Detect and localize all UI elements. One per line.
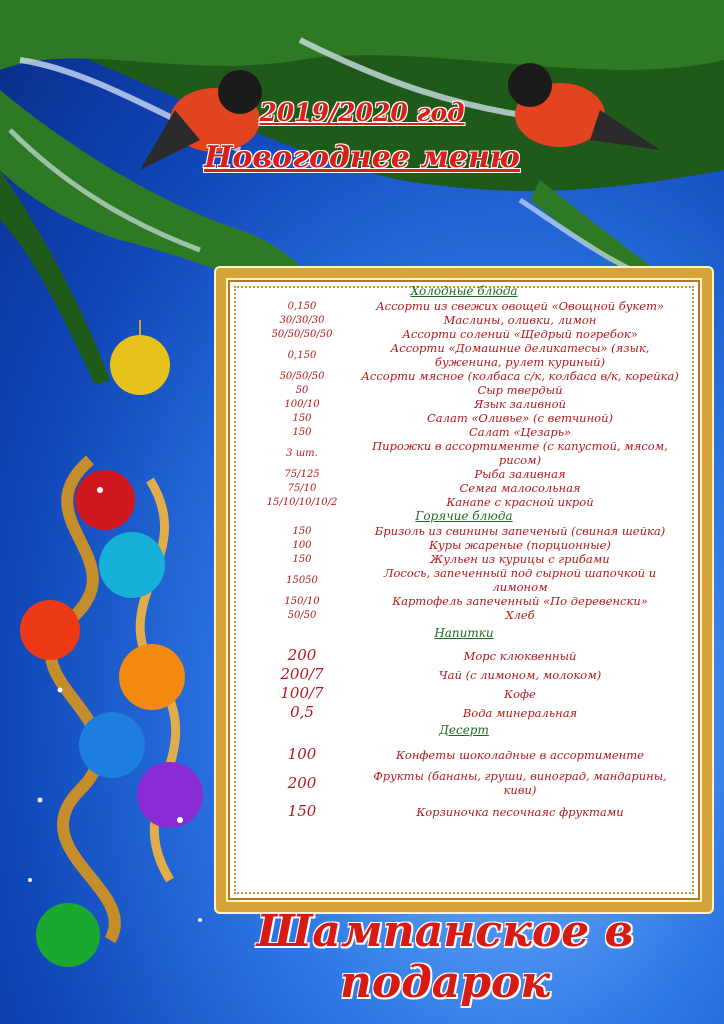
menu-item xyxy=(246,397,682,411)
menu-item-name: Пирожки в ассортименте (с капустой, мясом, рисом) xyxy=(372,439,668,467)
menu-item xyxy=(246,299,682,313)
menu-item-quantity: 50/50 xyxy=(287,609,317,621)
menu-item-quantity: 200/7 xyxy=(280,665,324,683)
menu-item-name: Салат «Оливье» (с ветчиной) xyxy=(427,411,613,425)
menu-item xyxy=(246,383,682,397)
menu-item-quantity: 150 xyxy=(292,553,312,565)
menu-item xyxy=(246,608,682,622)
menu-item-name: Маслины, оливки, лимон xyxy=(443,313,597,327)
section-heading-hot: Горячие блюда xyxy=(415,509,513,523)
menu-item-quantity: 100/10 xyxy=(284,398,320,410)
menu-list xyxy=(246,284,682,826)
menu-item xyxy=(246,327,682,341)
menu-item-name: Ассорти из свежих овощей «Овощной букет» xyxy=(375,299,665,313)
menu-item-name: Кофе xyxy=(504,686,536,701)
menu-item-quantity: 50/50/50/50 xyxy=(271,328,333,340)
menu-item xyxy=(246,411,682,425)
menu-item xyxy=(246,524,682,538)
menu-item-quantity: 50/50/50 xyxy=(279,370,325,382)
menu-item-name: Салат «Цезарь» xyxy=(468,425,572,439)
menu-item-quantity: 0,150 xyxy=(287,349,317,361)
menu-item xyxy=(246,552,682,566)
menu-item-quantity: 50 xyxy=(295,384,309,396)
menu-item-name: Бризоль из свинины запеченый (свиная шейка) xyxy=(374,524,666,538)
menu-item xyxy=(246,647,682,664)
menu-item-name: Ассорти мясное (колбаса с/к, колбаса в/к, корейка) xyxy=(361,369,679,383)
menu-item xyxy=(246,425,682,439)
menu-item xyxy=(246,685,682,702)
menu-item-quantity: 150 xyxy=(292,412,312,424)
menu-item-quantity: 100 xyxy=(287,745,317,763)
menu-item-name: Корзиночка песочнаяс фруктами xyxy=(416,804,624,819)
menu-item xyxy=(246,538,682,552)
menu-item xyxy=(246,313,682,327)
menu-item-name: Лосось, запеченный под сырной шапочкой и лимоном xyxy=(383,566,657,594)
menu-item-quantity: 75/125 xyxy=(284,468,320,480)
menu-item xyxy=(246,566,682,594)
menu-item-name: Жульен из курицы с грибами xyxy=(430,552,610,566)
menu-year: 2019/2020 год xyxy=(259,98,465,127)
menu-item xyxy=(246,594,682,608)
menu-item-name: Фрукты (бананы, груши, виноград, мандарины, киви) xyxy=(373,769,667,797)
menu-item-name: Канапе с красной икрой xyxy=(446,495,594,509)
menu-item-quantity: 0,5 xyxy=(290,703,314,721)
menu-item xyxy=(246,746,682,763)
menu-item xyxy=(246,481,682,495)
menu-item-quantity: 100/7 xyxy=(280,684,324,702)
menu-item-name: Морс клюквенный xyxy=(463,648,577,663)
menu-item-name: Куры жареные (порционные) xyxy=(429,538,611,552)
menu-item-quantity: 30/30/30 xyxy=(279,314,325,326)
menu-item-name: Картофель запеченный «По деревенски» xyxy=(392,594,648,608)
menu-item-name: Чай (с лимоном, молоком) xyxy=(438,667,602,682)
ornaments xyxy=(20,320,203,967)
menu-item-name: Конфеты шоколадные в ассортименте xyxy=(396,747,644,762)
menu-item-quantity: 150/10 xyxy=(284,595,320,607)
menu-item xyxy=(246,495,682,509)
menu-item-name: Сыр твердый xyxy=(477,383,563,397)
menu-item-name: Ассорти солений «Щедрый погребок» xyxy=(402,327,638,341)
menu-item xyxy=(246,439,682,467)
menu-item-quantity: 15050 xyxy=(286,574,318,586)
menu-item-quantity: 150 xyxy=(287,802,317,820)
section-heading-cold: Холодные блюда xyxy=(410,284,518,298)
menu-item-name: Хлеб xyxy=(505,608,535,622)
menu-item xyxy=(246,467,682,481)
menu-item-name: Рыба заливная xyxy=(474,467,566,481)
menu-item xyxy=(246,666,682,683)
section-heading-drinks: Напитки xyxy=(434,626,494,640)
menu-item xyxy=(246,769,682,797)
menu-item xyxy=(246,803,682,820)
menu-item-quantity: 150 xyxy=(292,426,312,438)
gift-banner: Шампанское в подарок xyxy=(256,906,634,1008)
menu-item-name: Язык заливной xyxy=(474,397,566,411)
menu-item-quantity: 100 xyxy=(292,539,312,551)
menu-title: Новогоднее меню xyxy=(204,140,520,175)
menu-item-name: Ассорти «Домашние деликатесы» (язык, буженина, рулет куриный) xyxy=(390,341,650,369)
menu-item xyxy=(246,369,682,383)
menu-item-quantity: 3 шт. xyxy=(286,447,318,459)
menu-item-quantity: 15/10/10/10/2 xyxy=(266,496,338,508)
menu-item-name: Семга малосольная xyxy=(459,481,581,495)
menu-item-quantity: 200 xyxy=(287,646,317,664)
menu-item-quantity: 75/10 xyxy=(287,482,317,494)
menu-item-quantity: 200 xyxy=(287,773,317,792)
menu-item-quantity: 0,150 xyxy=(287,300,317,312)
section-heading-dessert: Десерт xyxy=(439,723,489,737)
menu-item-name: Вода минеральная xyxy=(462,705,578,720)
menu-item-quantity: 150 xyxy=(292,525,312,537)
menu-item xyxy=(246,704,682,721)
menu-item xyxy=(246,341,682,369)
